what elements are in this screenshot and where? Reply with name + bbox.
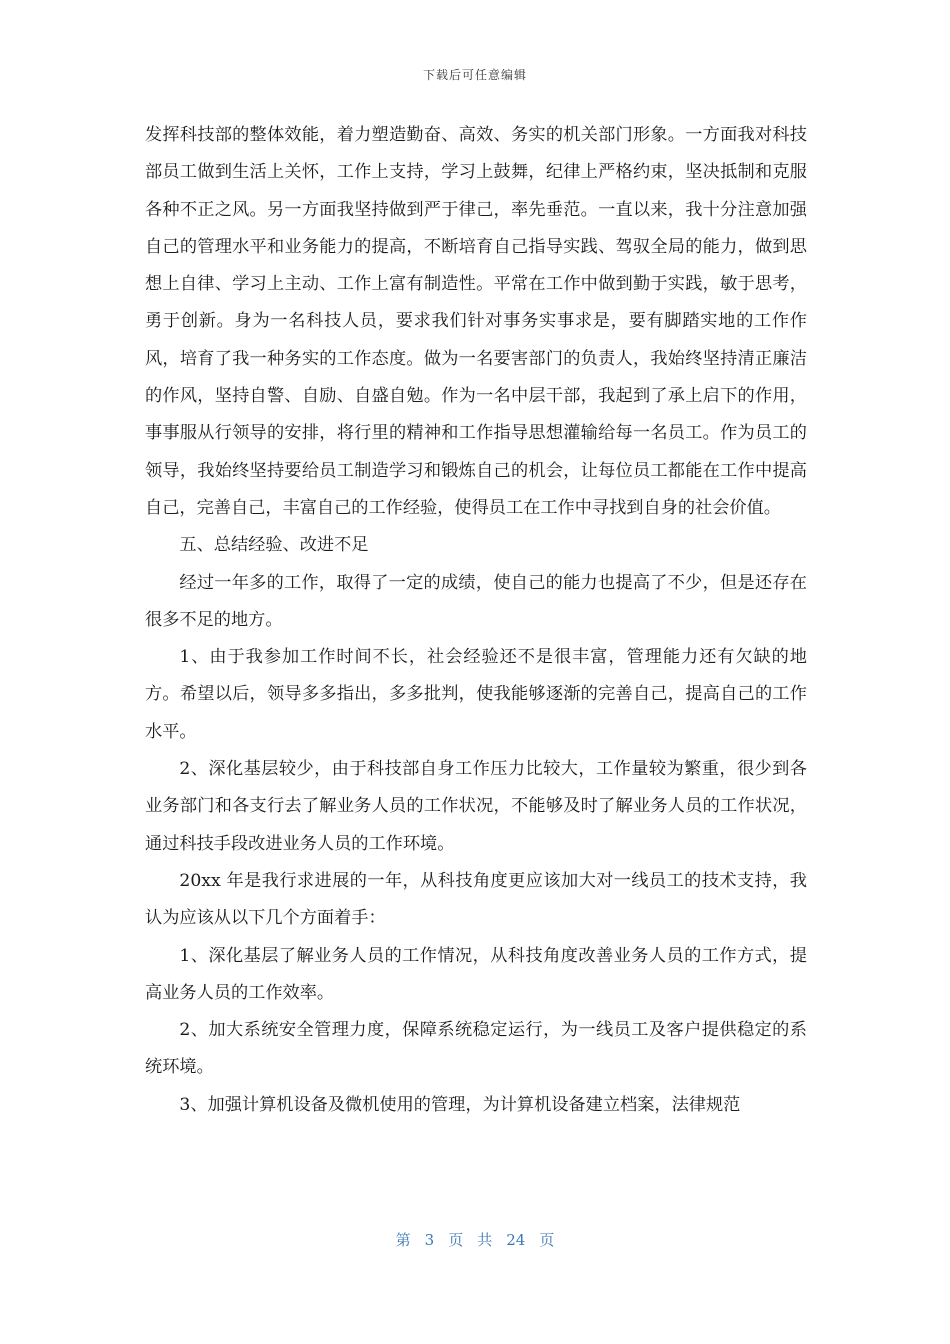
plan-item-2: 2、加大系统安全管理力度，保障系统稳定运行，为一线员工及客户提供稳定的系统环境。 [145,1020,807,1078]
current-page-number: 3 [424,1231,435,1249]
page-label-suffix: 页 [539,1231,555,1249]
plan-item-3: 3、加强计算机设备及微机使用的管理，为计算机设备建立档案，法律规范 [179,1094,741,1115]
page-header: 下载后可任意编辑 [422,68,527,82]
list-item-2: 2、深化基层较少，由于科技部自身工作压力比较大，工作量较为繁重，很少到各业务部门和各支行去了解业务人员的工作状况，不能够及时了解业务人员的工作状况，通过科技手段改进业务人员的工作环境。 [145,759,807,854]
paragraph-3: 20xx 年是我行求进展的一年，从科技角度更应该加大对一线员工的技术支持，我认为应该从以下几个方面着手： [145,870,807,929]
page-label-mid2: 共 [477,1231,493,1249]
page-label-mid1: 页 [448,1231,464,1249]
document-body [145,117,807,1124]
list-item-1: 1、由于我参加工作时间不长，社会经验还不是很丰富，管理能力还有欠缺的地方。希望以后，领导多多指出，多多批判，使我能够逐渐的完善自己，提高自己的工作水平。 [145,647,807,742]
paragraph-2: 经过一年多的工作，取得了一定的成绩，使自己的能力也提高了不少，但是还存在很多不足的地方。 [145,572,807,630]
paragraph-1: 发挥科技部的整体效能，着力塑造勤奋、高效、务实的机关部门形象。一方面我对科技部员工做到生活上关怀，工作上支持，学习上鼓舞，纪律上严格约束，坚决抵制和克服各种不正之风。另一方面我坚持做到严于律己，率先垂范。一直以来，我十分注意加强自己的管理水平和业务能力的提高，不断培育自己指导实践、驾驭全局的能力，做到思想上自律、学习上主动、工作上富有制造性。平常在工作中做到勤于实践，敏于思考，勇于创新。身为一名科技人员，要求我们针对事务实事求是，要有脚踏实地的工作作风，培育了我一种务实的工作态度。做为一名要害部门的负责人，我始终坚持清正廉洁的作风，坚持自警、自励、自盛自勉。作为一名中层干部，我起到了承上启下的作用，事事服从行领导的安排，将行里的精神和工作指导思想灌输给每一名员工。作为员工的领导，我始终坚持要给员工制造学习和锻炼自己的机会，让每位员工都能在工作中提高自己，完善自己，丰富自己的工作经验，使得员工在工作中寻找到自身的社会价值。 [145,125,807,518]
page-label-prefix: 第 [395,1231,411,1249]
page-footer [0,1229,950,1250]
section-heading-5: 五、总结经验、改进不足 [179,535,369,556]
total-pages-number: 24 [506,1231,526,1249]
plan-item-1: 1、深化基层了解业务人员的工作情况，从科技角度改善业务人员的工作方式，提高业务人员的工作效率。 [145,945,807,1003]
